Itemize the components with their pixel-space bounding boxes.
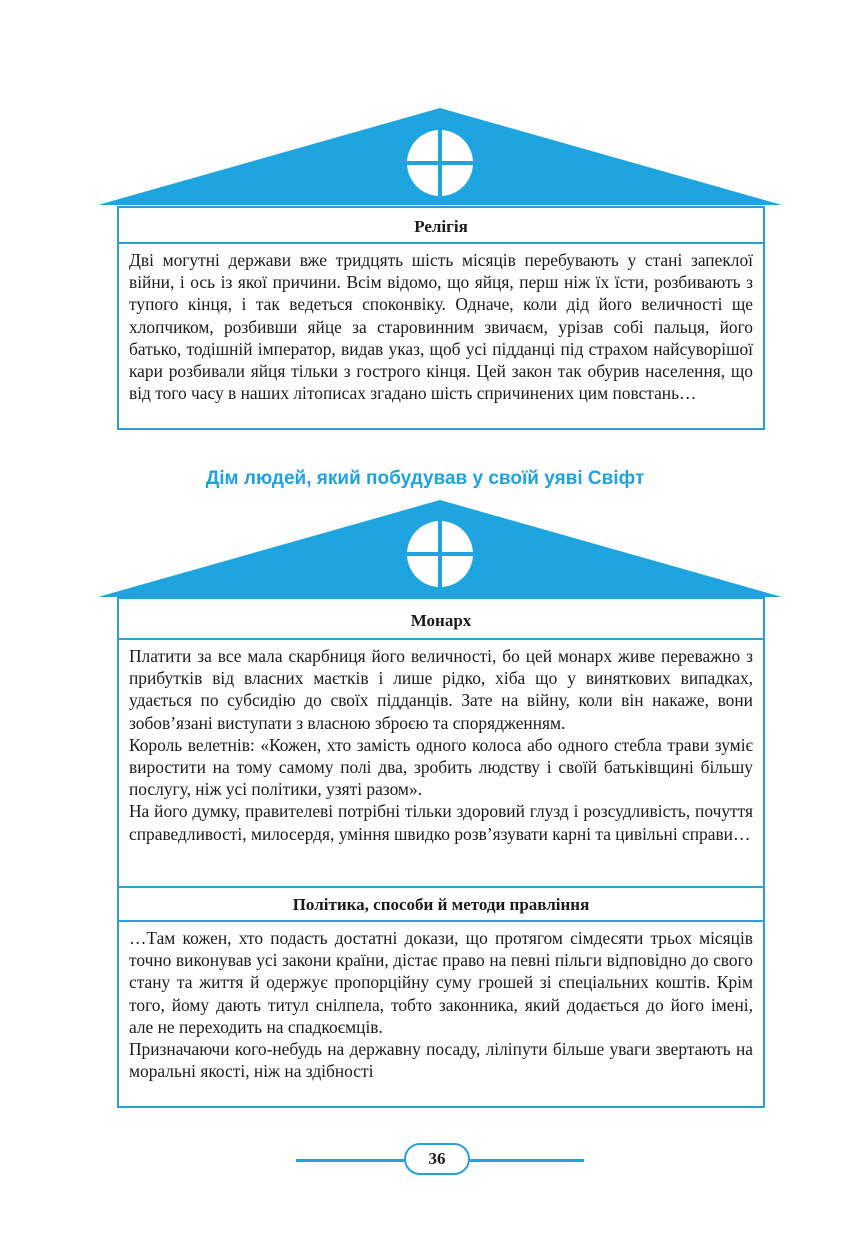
politics-text	[119, 922, 763, 1082]
monarch-heading: Монарх	[119, 599, 763, 640]
page-number: 36	[404, 1143, 470, 1175]
footer-line-left	[296, 1159, 406, 1162]
religion-paragraph: Дві могутні держави вже тридцять шість місяців перебувають у стані запеклої війни, і ось із якої причини. Всім відомо, що яйця, перш ніж їх їсти, розбивають з тупого кінця, і так ведеться споконвіку. Одначе, коли дід його величності ще хлопчиком, розбивши яйце за старовинним звичаєм, урізав собі пальця, його батько, тодішній імператор, видав указ, щоб усі підданці під страхом найсуворішої кари розбивали яйця тільки з гострого кінця. Цей закон так обурив населення, що від того часу в наших літописах згадано шість спричинених цим повстань…	[129, 250, 753, 404]
monarch-text	[119, 640, 763, 845]
page-number-footer	[296, 1142, 584, 1178]
monarch-paragraph: Король велетнів: «Кожен, хто замість одного колоса або одного стебла трави зуміє виростити на тому самому полі два, зробить людству і своїй батьківщині більшу послугу, ніж усі політики, узяті разом».	[129, 734, 753, 800]
round-window-icon	[407, 521, 473, 587]
religion-heading: Релігія	[119, 208, 763, 244]
monarch-paragraph: Платити за все мала скарбниця його величності, бо цей монарх живе переважно з прибутків від власних маєтків і лише рідко, хіба що у виняткових випадках, удається по субсидію до своїх підданців. Зате на війну, коли він накаже, вони зобов’язані виступати з власною зброєю та спорядженням.	[129, 646, 753, 733]
religion-box	[117, 206, 765, 430]
roof-people-house	[98, 498, 782, 600]
monarch-box	[117, 597, 765, 888]
politics-box	[117, 886, 765, 1108]
roof-religion	[98, 106, 782, 208]
footer-line-right	[468, 1159, 584, 1162]
politics-paragraph: …Там кожен, хто подасть достатні докази, що протягом сімдесяти трьох місяців точно виконував усі закони країни, дістає право на певні пільги відповідно до свого стану та життя й одержує пропорційну суму грошей зі спеціальних коштів. Крім того, йому дають титул снілпела, тобто законника, який додається до його імені, але не переходить на спадкоємців.	[129, 928, 753, 1037]
section-title: Дім людей, який побудував у своїй уяві Свіфт	[205, 468, 645, 489]
politics-paragraph: Призначаючи кого-небудь на державну посаду, ліліпути більше уваги звертають на моральні якості, ніж на здібності	[129, 1039, 753, 1082]
round-window-icon	[407, 130, 473, 196]
monarch-paragraph: На його думку, правителеві потрібні тільки здоровий глузд і розсудливість, почуття справедливості, милосердя, уміння швидко розв’язувати карні та цивільні справи…	[129, 801, 753, 844]
politics-heading: Політика, способи й методи правління	[119, 888, 763, 922]
religion-text	[119, 244, 763, 404]
